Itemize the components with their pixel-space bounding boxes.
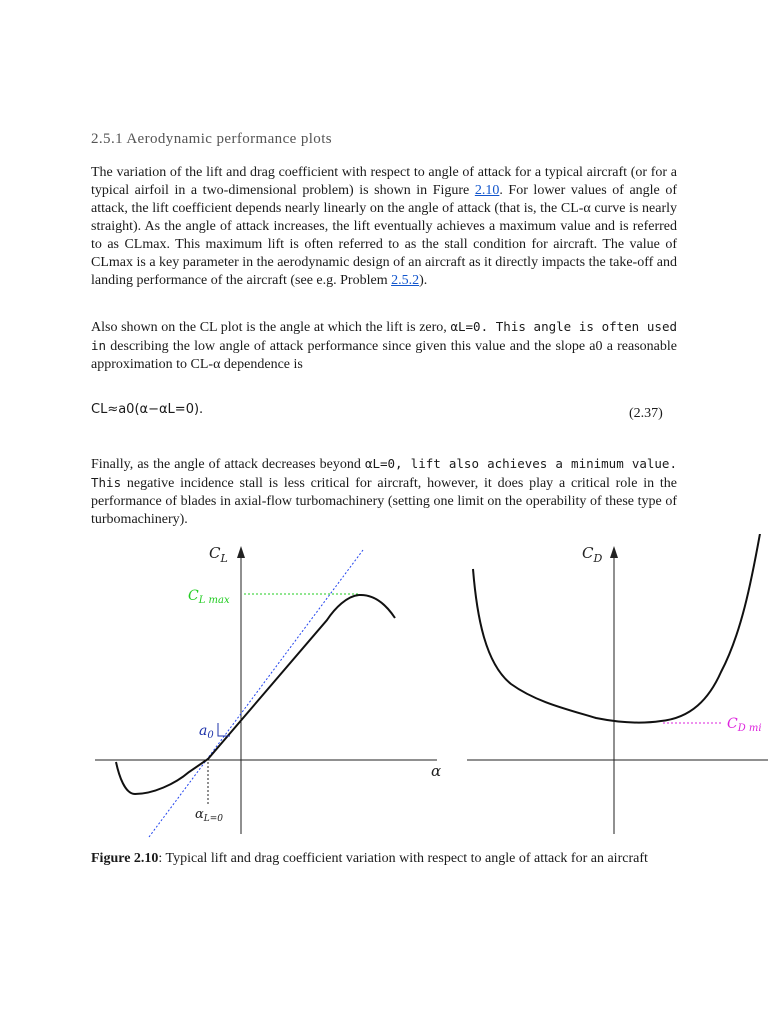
caption-text: : Typical lift and drag coefficient variation with respect to angle of attack for an aircraft	[158, 851, 648, 866]
para2-text-b: describing the low angle of attack performance since given this value and the slope a0 a reasonable approximation to CL-α dependence is	[91, 339, 677, 372]
caption-label: Figure 2.10	[91, 851, 159, 866]
drag-coefficient-plot	[467, 534, 768, 834]
a0-label: $a_0$	[199, 723, 214, 741]
figure-2-10	[91, 534, 768, 840]
cdmin-label: $C_{D mi}$	[727, 716, 762, 734]
para3-text-a: Finally, as the angle of attack decreases beyond	[91, 457, 365, 472]
section-heading: 2.5.1 Aerodynamic performance plots	[91, 131, 333, 147]
lift-coefficient-plot	[95, 544, 441, 837]
paragraph-zero-lift-angle	[91, 318, 677, 374]
alpha-axis-label: α	[431, 762, 442, 780]
para2-text-a: Also shown on the CL plot is the angle at which the lift is zero,	[91, 320, 451, 335]
cd-axis-arrow-icon	[610, 546, 618, 558]
zero-lift-angle-label: $\alpha_{L=0}$	[195, 807, 224, 824]
problem-2-5-2-link[interactable]: 2.5.2	[391, 273, 420, 288]
para1-text-b: . For lower values of angle of attack, the lift coefficient depends nearly linearly on the angle of attack (that is, the CL-α curve is nearly straight). As the angle of attack increases, the lift eventually achieves a maximum value and is referred to as CLmax. This maximum lift is often referred to as the stall condition for aircraft. The value of CLmax is a key parameter in the aerodynamic design of an aircraft as it directly impacts the take-off and landing performance of the aircraft (see e.g. Problem	[91, 183, 677, 288]
cl-axis-label: $C_L$	[209, 544, 228, 565]
paragraph-lift-drag-variation	[91, 164, 677, 290]
lift-slope-tangent-line	[149, 550, 363, 837]
figure-2-10-link[interactable]: 2.10	[474, 183, 500, 198]
paragraph-negative-stall	[91, 455, 677, 529]
cd-axis-label: $C_D$	[582, 544, 603, 565]
para2-mono-a: αL=0. This angle is often used in	[91, 319, 677, 353]
para1-text-c: ).	[419, 273, 428, 288]
equation-2-37: CL≈a0(α−αL=0).	[91, 402, 204, 417]
cl-axis-arrow-icon	[237, 546, 245, 558]
figure-svg	[91, 534, 768, 840]
clmax-label: $C_{L max}$	[188, 588, 230, 606]
equation-number: (2.37)	[629, 406, 663, 421]
para1-text-a: The variation of the lift and drag coefficient with respect to angle of attack for a typical aircraft (or for a typical airfoil in a two-dimensional problem) is shown in Figure	[91, 165, 677, 198]
figure-caption	[91, 848, 677, 870]
para3-text-b: negative incidence stall is less critical for aircraft, however, it does play a critical role in the performance of blades in axial-flow turbomachinery (setting one limit on the operability of these type of turbomachinery).	[91, 476, 677, 527]
drag-curve	[473, 534, 761, 723]
para3-mono-a: αL=0, lift also achieves a minimum value. This	[91, 456, 677, 490]
